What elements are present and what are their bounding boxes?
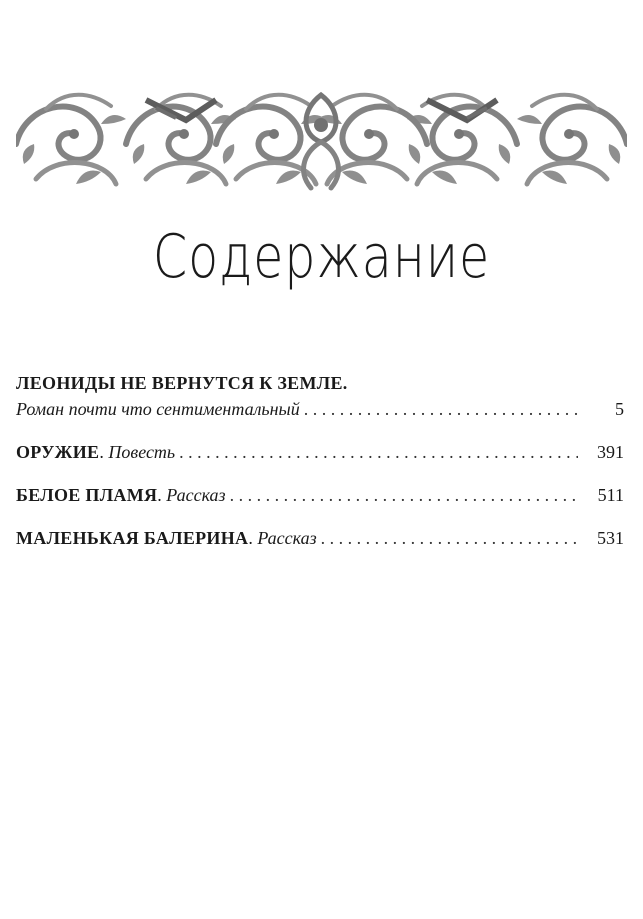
dot-leader — [304, 396, 578, 422]
toc-entry[interactable] — [16, 525, 624, 551]
toc-entry-subtitle: Рассказ — [166, 485, 226, 505]
toc-entry-subtitle: Повесть — [108, 442, 176, 462]
toc-entry-subtitle: Роман почти что сентиментальный — [16, 399, 300, 419]
toc-entry-separator: . — [157, 485, 167, 505]
toc-entry[interactable] — [16, 482, 624, 508]
toc-entry-title: ОРУЖИЕ — [16, 442, 100, 462]
toc-entry-subtitle: Рассказ — [257, 528, 317, 548]
toc-entry-title: МАЛЕНЬКАЯ БАЛЕРИНА — [16, 528, 249, 548]
toc-page-number: 511 — [597, 485, 624, 505]
toc-entry-separator: . — [99, 442, 109, 462]
toc-entry[interactable] — [16, 439, 624, 465]
toc-page-number: 531 — [597, 528, 624, 548]
table-of-contents — [16, 370, 624, 568]
toc-entry-title: ЛЕОНИДЫ НЕ ВЕРНУТСЯ К ЗЕМЛЕ. — [16, 373, 348, 393]
page-title: Содержание — [152, 222, 491, 292]
floral-ornament-icon — [16, 80, 627, 198]
toc-page-number: 5 — [615, 399, 624, 419]
toc-page-number: 391 — [597, 442, 624, 462]
toc-entry-title: БЕЛОЕ ПЛАМЯ — [16, 485, 158, 505]
dot-leader — [230, 482, 578, 508]
dot-leader — [179, 439, 578, 465]
dot-leader — [321, 525, 578, 551]
toc-entry-separator: . — [248, 528, 258, 548]
toc-entry[interactable] — [16, 370, 624, 422]
